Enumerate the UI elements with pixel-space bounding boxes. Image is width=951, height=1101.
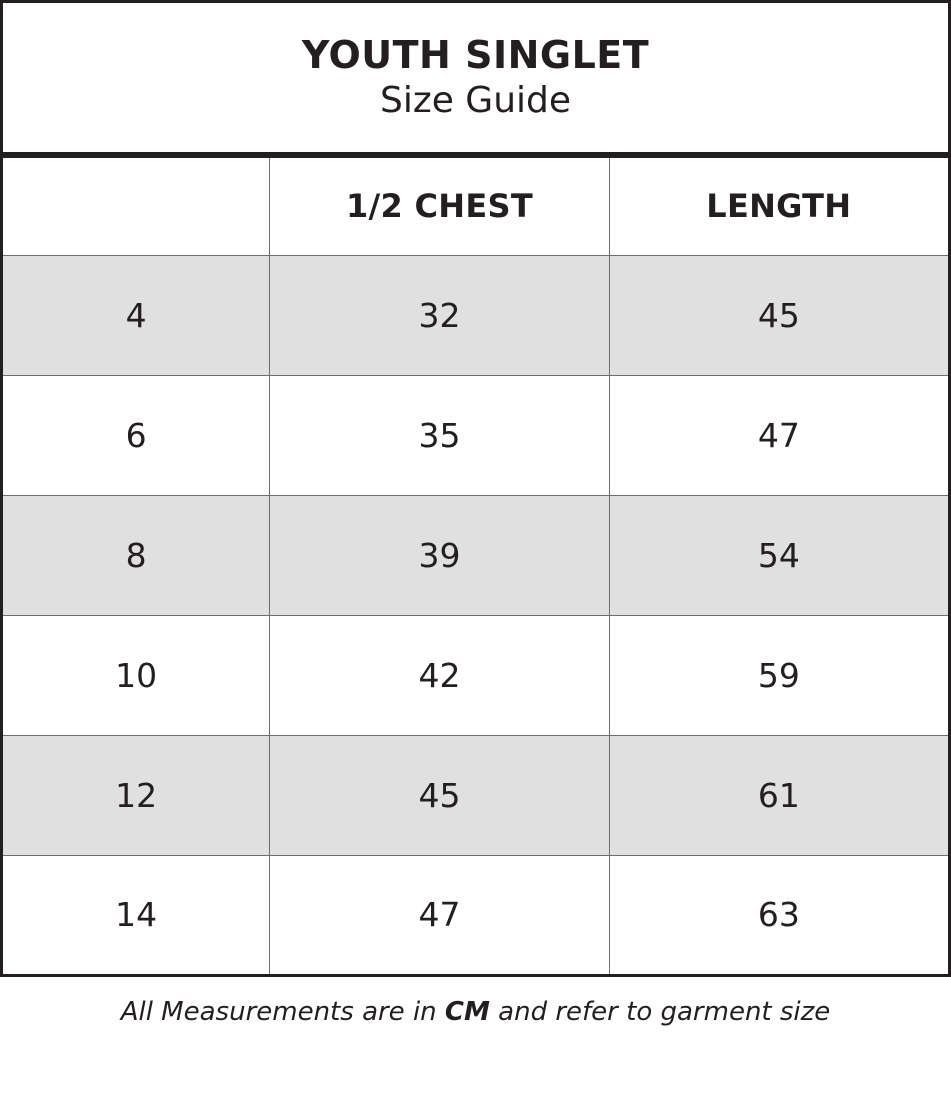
- size-chart-table: [0, 152, 951, 977]
- table-row: [2, 735, 950, 855]
- cell-half-chest: 45: [270, 735, 609, 855]
- cell-size: 10: [2, 615, 270, 735]
- note-text-before: All Measurements are in: [120, 996, 445, 1027]
- page-subtitle: Size Guide: [379, 79, 572, 121]
- cell-half-chest: 42: [270, 615, 609, 735]
- note-text-after: and refer to garment size: [489, 996, 831, 1027]
- cell-size: 6: [2, 375, 270, 495]
- cell-size: 8: [2, 495, 270, 615]
- table-row: [2, 375, 950, 495]
- table-row: [2, 495, 950, 615]
- page-title: YOUTH SINGLET: [301, 32, 650, 77]
- measurement-note: [0, 997, 951, 1028]
- cell-half-chest: 32: [270, 255, 609, 375]
- cell-size: 4: [2, 255, 270, 375]
- cell-length: 63: [609, 855, 949, 975]
- table-row: [2, 855, 950, 975]
- cell-length: 47: [609, 375, 949, 495]
- cell-length: 59: [609, 615, 949, 735]
- table-row: [2, 255, 950, 375]
- table-body: [2, 255, 950, 975]
- note-unit: CM: [444, 996, 490, 1027]
- title-block: [0, 0, 951, 152]
- cell-half-chest: 47: [270, 855, 609, 975]
- cell-length: 61: [609, 735, 949, 855]
- column-header-size: [2, 155, 270, 255]
- cell-length: 45: [609, 255, 949, 375]
- table-header-row: [2, 155, 950, 255]
- cell-size: 12: [2, 735, 270, 855]
- table-row: [2, 615, 950, 735]
- cell-half-chest: 35: [270, 375, 609, 495]
- cell-half-chest: 39: [270, 495, 609, 615]
- column-header-length: LENGTH: [609, 155, 949, 255]
- column-header-half-chest: 1/2 CHEST: [270, 155, 609, 255]
- cell-size: 14: [2, 855, 270, 975]
- table-header: [2, 155, 950, 255]
- cell-length: 54: [609, 495, 949, 615]
